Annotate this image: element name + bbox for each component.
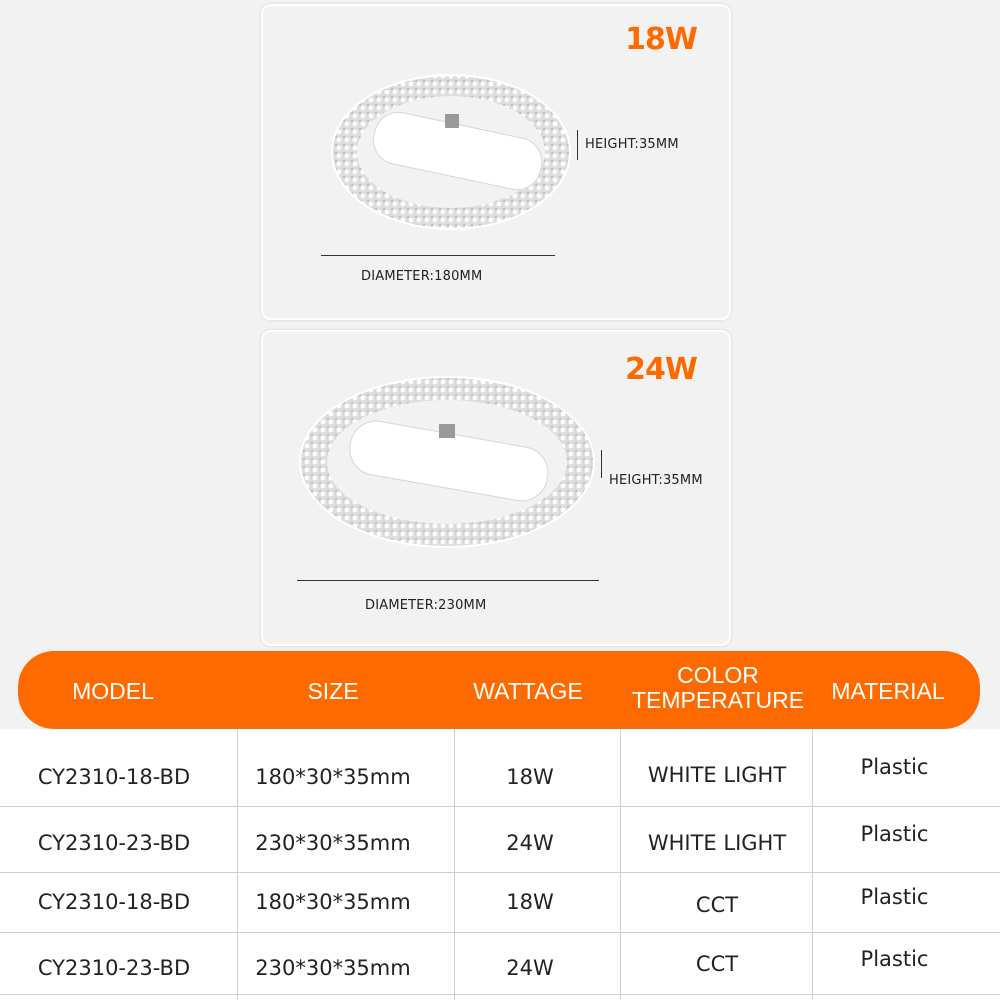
cell-model: CY2310-23-BD <box>37 831 191 855</box>
table-row <box>0 806 1000 873</box>
diameter-label: DIAMETER:180MM <box>361 269 483 284</box>
cell-color: WHITE LIGHT <box>647 763 787 787</box>
cell-color: CCT <box>695 952 739 976</box>
cell-model: CY2310-18-BD <box>37 890 191 914</box>
diameter-dimension-line <box>297 580 599 581</box>
cell-wattage: 18W <box>506 765 554 789</box>
cell-wattage: 18W <box>506 890 554 914</box>
cell-material: Plastic <box>860 755 929 779</box>
table-row <box>0 872 1000 933</box>
spec-table-header <box>18 651 980 729</box>
cell-material: Plastic <box>860 885 929 909</box>
cell-size: 180*30*35mm <box>255 890 411 914</box>
height-label: HEIGHT:35MM <box>609 473 703 488</box>
wattage-title: 18W <box>625 22 697 57</box>
cell-model: CY2310-18-BD <box>37 765 191 789</box>
column-divider <box>620 729 621 1000</box>
cell-material: Plastic <box>860 947 929 971</box>
product-panel-18w <box>261 4 731 320</box>
column-divider <box>812 729 813 1000</box>
ceiling-lamp-image <box>287 370 607 560</box>
height-dimension-line <box>601 450 602 478</box>
cell-size: 230*30*35mm <box>255 956 411 980</box>
header-size: SIZE <box>307 678 359 704</box>
header-color-line1: COLOR <box>677 662 759 688</box>
header-color-temperature <box>618 663 818 713</box>
column-divider <box>454 729 455 1000</box>
cell-color: WHITE LIGHT <box>647 831 787 855</box>
spec-table-body <box>0 729 1000 1000</box>
cell-wattage: 24W <box>506 956 554 980</box>
header-material: MATERIAL <box>831 678 945 704</box>
table-row <box>0 729 1000 807</box>
wattage-title: 24W <box>625 352 697 387</box>
diameter-dimension-line <box>321 255 555 256</box>
column-divider <box>237 729 238 1000</box>
height-label: HEIGHT:35MM <box>585 137 679 152</box>
product-panel-24w <box>261 330 731 646</box>
cell-material: Plastic <box>860 822 929 846</box>
table-row <box>0 932 1000 995</box>
cell-size: 230*30*35mm <box>255 831 411 855</box>
diameter-label: DIAMETER:230MM <box>365 598 487 613</box>
header-color-line2: TEMPERATURE <box>631 687 805 713</box>
header-wattage: WATTAGE <box>473 678 583 704</box>
cell-size: 180*30*35mm <box>255 765 411 789</box>
cell-model: CY2310-23-BD <box>37 956 191 980</box>
ceiling-lamp-image <box>303 64 603 244</box>
header-model: MODEL <box>72 678 154 704</box>
cell-color: CCT <box>695 893 739 917</box>
height-dimension-line <box>577 130 578 160</box>
cell-wattage: 24W <box>506 831 554 855</box>
